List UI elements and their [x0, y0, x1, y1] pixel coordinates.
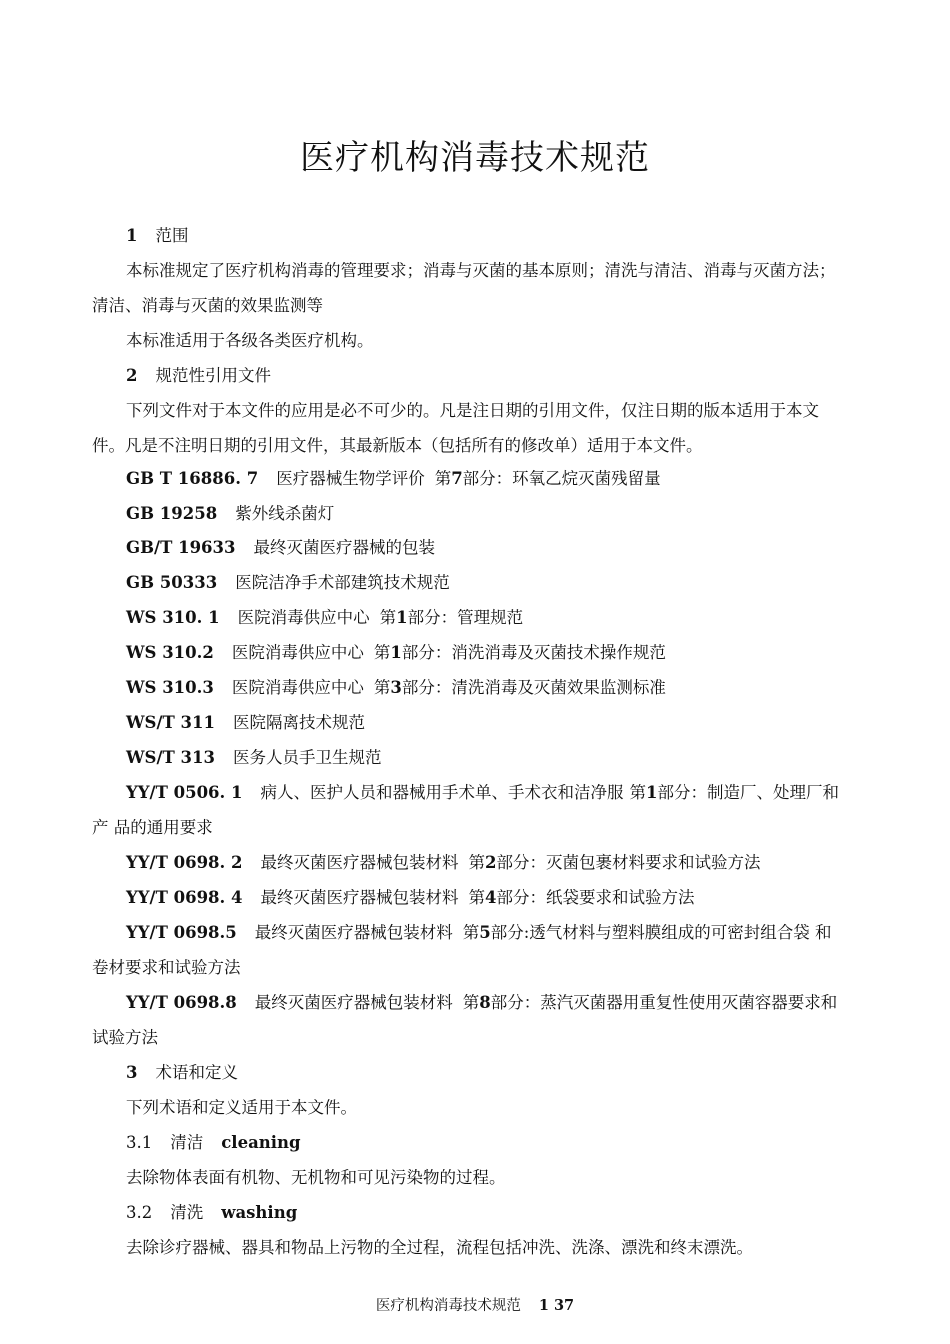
reference-item	[126, 467, 661, 491]
reference-item	[126, 991, 837, 1015]
references-intro-line-1: 下列文件对于本文件的应用是必不可少的。凡是注日期的引用文件，仅注日期的版本适用于本文	[126, 401, 819, 420]
part-prefix: 第	[629, 783, 646, 802]
reference-code: WS 310.2	[126, 643, 214, 662]
part-prefix: 第	[434, 469, 452, 488]
term-number: 3.1	[126, 1133, 153, 1152]
reference-item	[126, 502, 334, 526]
term-number: 3.2	[126, 1203, 153, 1222]
reference-item-continuation: 试验方法	[92, 1028, 158, 1047]
term-definition: 去除物体表面有机物、无机物和可见污染物的过程。	[126, 1168, 506, 1187]
reference-code: GB T 16886. 7	[126, 469, 259, 488]
reference-code: GB 19258	[126, 504, 218, 523]
part-title: 部分：蒸汽灭菌器用重复性使用灭菌容器要求和	[490, 993, 838, 1012]
part-number: 2	[485, 853, 497, 872]
part-title: 部分：灭菌包裹材料要求和试验方法	[496, 853, 761, 872]
reference-item	[126, 641, 666, 665]
reference-title: 医院消毒供应中心	[231, 678, 364, 697]
part-prefix: 第	[462, 993, 480, 1012]
reference-code: GB 50333	[126, 573, 218, 592]
reference-item-continuation: 产 品的通用要求	[92, 818, 213, 837]
page-number: 1 37	[538, 1297, 575, 1314]
scope-paragraph-line-2: 清洁、消毒与灭菌的效果监测等	[92, 296, 323, 315]
reference-code: WS/T 313	[126, 748, 215, 767]
reference-code: GB/T 19633	[126, 538, 236, 557]
part-number: 3	[390, 678, 402, 697]
reference-item	[126, 676, 666, 700]
section-number: 3	[126, 1063, 138, 1082]
part-prefix: 第	[468, 853, 485, 872]
part-number: 1	[390, 643, 402, 662]
section-number: 1	[126, 226, 138, 245]
reference-code: WS 310.3	[126, 678, 214, 697]
part-number: 4	[485, 888, 497, 907]
reference-title: 医院消毒供应中心	[237, 608, 370, 627]
reference-code: YY/T 0506. 1	[126, 783, 243, 802]
part-prefix: 第	[379, 608, 397, 627]
reference-item	[126, 536, 435, 560]
reference-item	[126, 711, 365, 735]
reference-item	[126, 606, 523, 630]
reference-title: 医院消毒供应中心	[231, 643, 364, 662]
reference-item	[126, 886, 694, 910]
section-title: 规范性引用文件	[155, 366, 271, 385]
term-definition: 去除诊疗器械、器具和物品上污物的全过程，流程包括冲洗、洗涤、漂洗和终末漂洗。	[126, 1238, 753, 1257]
reference-code: WS/T 311	[126, 713, 215, 732]
part-prefix: 第	[373, 678, 391, 697]
part-title: 部分:透气材料与塑料膜组成的可密封组合袋 和	[490, 923, 832, 942]
term-chinese: 清洗	[170, 1203, 204, 1222]
part-title: 部分：管理规范	[407, 608, 524, 627]
reference-title: 最终灭菌医疗器械的包装	[253, 538, 435, 557]
reference-item	[126, 851, 760, 875]
part-prefix: 第	[373, 643, 391, 662]
scope-paragraph-line-1: 本标准规定了医疗机构消毒的管理要求；消毒与灭菌的基本原则；清洗与清洁、消毒与灭菌方法；	[126, 261, 836, 280]
part-number: 7	[451, 469, 463, 488]
section-title: 术语和定义	[155, 1063, 238, 1082]
term-chinese: 清洁	[170, 1133, 204, 1152]
reference-title: 医务人员手卫生规范	[232, 748, 382, 767]
part-title: 部分：清洗消毒及灭菌效果监测标准	[401, 678, 666, 697]
part-number: 8	[479, 993, 491, 1012]
part-title: 部分：环氧乙烷灭菌残留量	[462, 469, 661, 488]
term-english: washing	[221, 1203, 298, 1222]
term-english: cleaning	[221, 1133, 301, 1152]
reference-code: WS 310. 1	[126, 608, 220, 627]
part-title: 部分：制造厂、处理厂和	[657, 783, 839, 802]
page-footer	[0, 1296, 950, 1316]
term-heading	[126, 1131, 301, 1155]
part-prefix: 第	[468, 888, 485, 907]
applicability-paragraph: 本标准适用于各级各类医疗机构。	[126, 331, 374, 350]
reference-code: YY/T 0698.5	[126, 923, 237, 942]
reference-title: 最终灭菌医疗器械包装材料	[260, 853, 459, 872]
reference-code: YY/T 0698. 2	[126, 853, 243, 872]
reference-title: 医院洁净手术部建筑技术规范	[235, 573, 450, 592]
section-3-heading	[126, 1061, 238, 1085]
reference-code: YY/T 0698. 4	[126, 888, 243, 907]
section-title: 范围	[155, 226, 189, 245]
part-number: 1	[646, 783, 658, 802]
part-number: 5	[479, 923, 491, 942]
document-title: 医疗机构消毒技术规范	[300, 138, 650, 178]
term-heading	[126, 1201, 297, 1225]
reference-title: 最终灭菌医疗器械包装材料	[254, 923, 453, 942]
terms-intro-paragraph: 下列术语和定义适用于本文件。	[126, 1098, 357, 1117]
reference-title: 紫外线杀菌灯	[235, 504, 335, 523]
reference-item	[126, 781, 839, 805]
reference-title: 病人、医护人员和器械用手术单、手术衣和洁净服	[260, 783, 624, 802]
reference-title: 医院隔离技术规范	[232, 713, 365, 732]
section-number: 2	[126, 366, 138, 385]
reference-code: YY/T 0698.8	[126, 993, 237, 1012]
reference-item	[126, 746, 381, 770]
section-1-heading	[126, 224, 188, 248]
footer-title: 医疗机构消毒技术规范	[375, 1298, 521, 1314]
part-prefix: 第	[462, 923, 480, 942]
reference-item	[126, 571, 450, 595]
reference-title: 最终灭菌医疗器械包装材料	[260, 888, 459, 907]
part-title: 部分：纸袋要求和试验方法	[496, 888, 695, 907]
section-2-heading	[126, 364, 271, 388]
reference-item-continuation: 卷材要求和试验方法	[92, 958, 241, 977]
part-number: 1	[396, 608, 408, 627]
part-title: 部分：消洗消毒及灭菌技术操作规范	[401, 643, 666, 662]
reference-title: 医疗器械生物学评价	[276, 469, 425, 488]
references-intro-line-2: 件。凡是不注明日期的引用文件，其最新版本（包括所有的修改单）适用于本文件。	[92, 436, 703, 455]
reference-title: 最终灭菌医疗器械包装材料	[254, 993, 453, 1012]
reference-item	[126, 921, 832, 945]
